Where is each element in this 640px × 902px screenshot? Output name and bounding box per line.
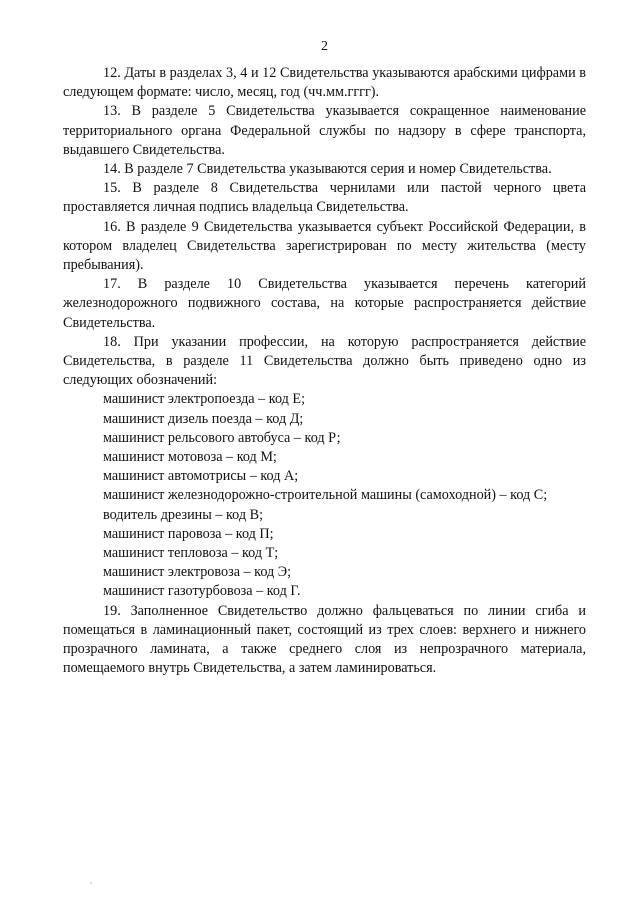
document-body (63, 64, 586, 679)
profession-item: машинист рельсового автобуса – код Р; (103, 429, 341, 446)
profession-item: машинист дизель поезда – код Д; (103, 410, 304, 427)
profession-item: машинист газотурбовоза – код Г. (103, 583, 301, 600)
profession-item: машинист железнодорожно-строительной машины (самоходной) – код С; (103, 487, 548, 504)
profession-item: машинист паровоза – код П; (103, 525, 274, 542)
page-number: 2 (321, 39, 328, 54)
paragraph-17: 17. В разделе 10 Свидетельства указывается перечень категорий железнодорожного подвижного состава, на которые распространяется действие Свидетельства. (63, 276, 586, 331)
paragraph-13: 13. В разделе 5 Свидетельства указывается сокращенное наименование территориального органа Федеральной службы по надзору в сфере транспорта, выдавшего Свидетельства. (63, 103, 586, 158)
profession-item: машинист автомотрисы – код А; (103, 468, 299, 485)
profession-item: машинист электропоезда – код Е; (103, 391, 306, 408)
paragraph-12: 12. Даты в разделах 3, 4 и 12 Свидетельства указываются арабскими цифрами в следующем формате: число, месяц, год (чч.мм.гггг). (63, 65, 586, 101)
paragraph-15: 15. В разделе 8 Свидетельства чернилами или пастой черного цвета проставляется личная подпись владельца Свидетельства. (63, 180, 586, 216)
paragraph-19: 19. Заполненное Свидетельство должно фальцеваться по линии сгиба и помещаться в ламинационный пакет, состоящий из трех слоев: верхнего и нижнего прозрачного ламината, а также среднего слоя из непрозрачного материала, помещаемого внутрь Свидетельства, а затем ламинироваться. (63, 602, 586, 677)
profession-item: водитель дрезины – код В; (103, 506, 264, 523)
paragraph-16: 16. В разделе 9 Свидетельства указывается субъект Российской Федерации, в котором владелец Свидетельства зарегистрирован по месту жительства (месту пребывания). (63, 218, 586, 274)
profession-list (63, 390, 586, 601)
paragraph-14: 14. В разделе 7 Свидетельства указываются серия и номер Свидетельства. (103, 161, 552, 178)
scan-speck (90, 882, 92, 884)
profession-item: машинист мотовоза – код М; (103, 449, 277, 466)
profession-item: машинист электровоза – код Э; (103, 564, 292, 581)
paragraph-18: 18. При указании профессии, на которую распространяется действие Свидетельства, в разделе 11 Свидетельства должно быть приведено одно из следующих обозначений: (63, 333, 586, 389)
profession-item: машинист тепловоза – код Т; (103, 545, 279, 562)
